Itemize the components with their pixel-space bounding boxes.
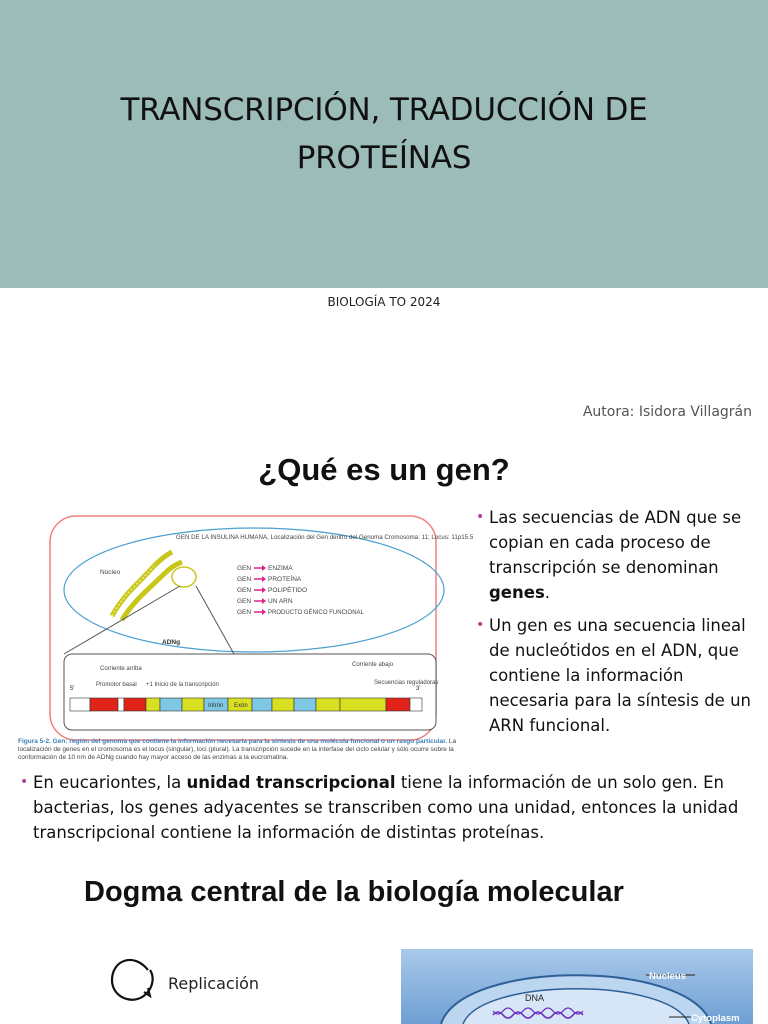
dogma-section-heading: Dogma central de la biología molecular [84,876,624,908]
bullet-dot-icon: • [20,774,29,790]
cytoplasm-label: Cytoplasm [691,1013,740,1024]
figure-header [176,534,474,541]
cell-diagram [401,949,753,1024]
regulatory-label: Secuencias reguladoras [374,680,439,686]
bullet-bold-term: unidad transcripcional [186,773,396,792]
exon-label: Exón [234,703,248,709]
figure-header-line: GEN DE LA INSULINA HUMANA, Localización del Gen dentro del Genoma Cromosoma: 11; Locus: 11p15.5 [176,534,474,541]
gene-section-heading: ¿Qué es un gen? [258,452,510,487]
replication-label: Replicación [168,974,260,993]
dna-label: DNA [525,993,545,1003]
bullet-tail: . [544,583,551,602]
gen-word-3: GEN [237,587,252,594]
transcription-unit-bullet [20,770,768,845]
bullet-item [476,613,760,738]
gene-figure-caption-rest: La localización de genes en el cromosoma es el locus (singular), loci (plural). La transcripción sucede en la interfase del ciclo celular y sólo ocurre sobre la conformación de 10 nm de ADNg cuando hay mayor acceso de las enzimas a la eucromatina. [18,738,457,761]
gene-product-proteina: PROTEÍNA [268,576,302,583]
bullet-item [476,505,760,605]
gene-product-funcional: PRODUCTO GÉNICO FUNCIONAL [268,610,364,616]
bullet-text: Las secuencias de ADN que se copian en cada proceso de transcripción se denominan [489,508,742,577]
author-credit: Autora: Isidora Villagrán [582,404,752,420]
gen-word-4: GEN [237,598,252,605]
gene-product-enzima: ENZIMA [268,565,293,572]
gene-segment-bar [70,698,422,711]
slide-title-line1: TRANSCRIPCIÓN, TRADUCCIÓN DE [120,92,648,128]
upstream-label: Corriente arriba [100,666,142,672]
gene-product-polipeptido: POLIPÉTIDO [268,587,308,594]
bullet-dot-icon: • [476,509,485,525]
gene-figure-caption [18,738,474,762]
nucleus-label-img: Nucleus [649,971,686,982]
gen-word-5: GEN [237,609,252,616]
promoter-label: Promotor basal [96,682,137,688]
five-prime-label: 5' [70,686,75,692]
intron-label: Intrón [208,703,224,709]
gene-figure [12,502,476,762]
bullet-text-before: En eucariontes, la [33,773,187,792]
gen-word-1: GEN [237,565,252,572]
adng-label: ADNg [162,639,181,646]
start-label: +1 Inicio de la transcripción [146,682,219,688]
bullet-bold-term: genes [489,583,545,602]
slide-title-line2: PROTEÍNAS [296,140,472,176]
gene-figure-caption-lead: Figura 5-2. Gen: región del genoma que contiene la información necesaria para la síntesis de una molécula funcional o un rasgo particular. [18,738,448,745]
nucleus-label: Núcleo [100,569,121,576]
bullet-dot-icon: • [476,617,485,633]
bullet-text: Un gen es una secuencia lineal de nucleótidos en el ADN, que contiene la información necesaria para la síntesis de un ARN funcional. [489,616,751,735]
slide-title [40,86,728,182]
title-banner [0,0,768,288]
gene-definition-bullets [476,505,760,746]
bullet-text-after: tiene la información de un solo gen. En bacterias, los genes adyacentes se transcriben como una unidad, entonces la unidad transcripcional contiene la información de distintas proteínas. [33,773,739,842]
downstream-label: Corriente abajo [352,662,394,668]
gen-word-2: GEN [237,576,252,583]
slide-subtitle: BIOLOGÍA TO 2024 [327,295,441,309]
three-prime-label: 3' [416,686,421,692]
gene-product-arn: UN ARN [268,598,293,605]
